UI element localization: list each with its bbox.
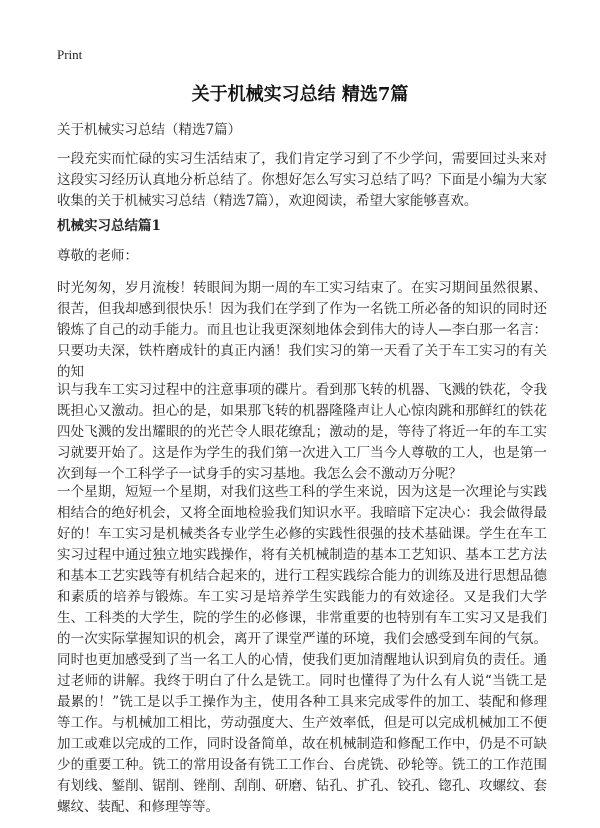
body-paragraph-3: 一个星期，短短一个星期，对我们这些工科的学生来说，因为这是一次理论与实践相结合的绝好机会，又将全面地检验我们知识水平。我暗暗下定决心：我会做得最好的！车工实习是机械类各专业学生必修的实践性很强的技术基础课。学生在车工实习过程中通过独立地实践操作，将有关机械制造的基本工艺知识、基本工艺方法和基本工艺实践等有机结合起来的，进行工程实践综合能力的训练及进行思想品德和素质的培养与锻炼。车工实习是培养学生实践能力的有效途径。又是我们大学生、工科类的大学生，院的学生的必修课，非常重要的也特别有车工实习又是我们的一次实际掌握知识的机会，离开了课堂严谨的环境，我们会感受到车间的气氛。同时也更加感受到了当一名工人的心情，使我们更加清醒地认识到肩负的责任。通过老师的讲解。我终于明白了什么是铣工。同时也懂得了为什么有人说“当铣工是最累的！”铣工是以手工操作为主，使用各种工具来完成零件的加工、装配和修理等工作。与机械加工相比，劳动强度大、生产效率低，但是可以完成机械加工不便加工或难以完成的工作，同时设备简单，故在机械制造和修配工作中，仍是不可缺少的重要工种。铣工的常用设备有铣工工作台、台虎铣、砂轮等。铣工的工作范围有划线、錾削、锯削、锉削、刮削、研磨、钻孔、扩孔、铰孔、锪孔、攻螺纹、套螺纹、装配、和修理等等。 xyxy=(57,484,547,815)
page-title: 关于机械实习总结 精选7篇 xyxy=(191,84,409,105)
salutation: 尊敬的老师： xyxy=(57,248,138,264)
section-heading: 机械实习总结篇1 xyxy=(57,218,161,234)
body-paragraph-1: 时光匆匆，岁月流梭！转眼间为期一周的车工实习结束了。在实习期间虽然很累、很苦，但我却感到很快乐！因为我们在学到了作为一名铣工所必备的知识的同时还锻炼了自己的动手能力。而且也让我更深刻地体会到伟大的诗人—李白那一名言：只要功夫深，铁杵磨成针的真正内涵！我们实习的第一天看了关于车工实习的有关的知 xyxy=(57,280,547,380)
intro-paragraph: 一段充实而忙碌的实习生活结束了，我们肯定学习到了不少学问，需要回过头来对这段实习经历认真地分析总结了。你想好怎么写实习总结了吗？下面是小编为大家收集的关于机械实习总结（精选7篇），欢迎阅读，希望大家能够喜欢。 xyxy=(57,151,547,209)
doc-subtitle: 关于机械实习总结（精选7篇） xyxy=(57,122,242,138)
body-paragraph-2: 识与我车工实习过程中的注意事项的碟片。看到那飞转的机器、飞溅的铁花，令我既担心又激动。担心的是，如果那飞转的机器隆隆声让人心惊肉跳和那鲜红的铁花四处飞溅的发出耀眼的的光芒令人眼花缭乱；激动的是，等待了将近一年的车工实习就要开始了。这是作为学生的我们第一次进入工厂当今人尊敬的工人，也是第一次到每一个工科学子一试身手的实习基地。我怎么会不激动万分呢？ xyxy=(57,382,547,482)
print-link[interactable]: Print xyxy=(57,47,83,62)
